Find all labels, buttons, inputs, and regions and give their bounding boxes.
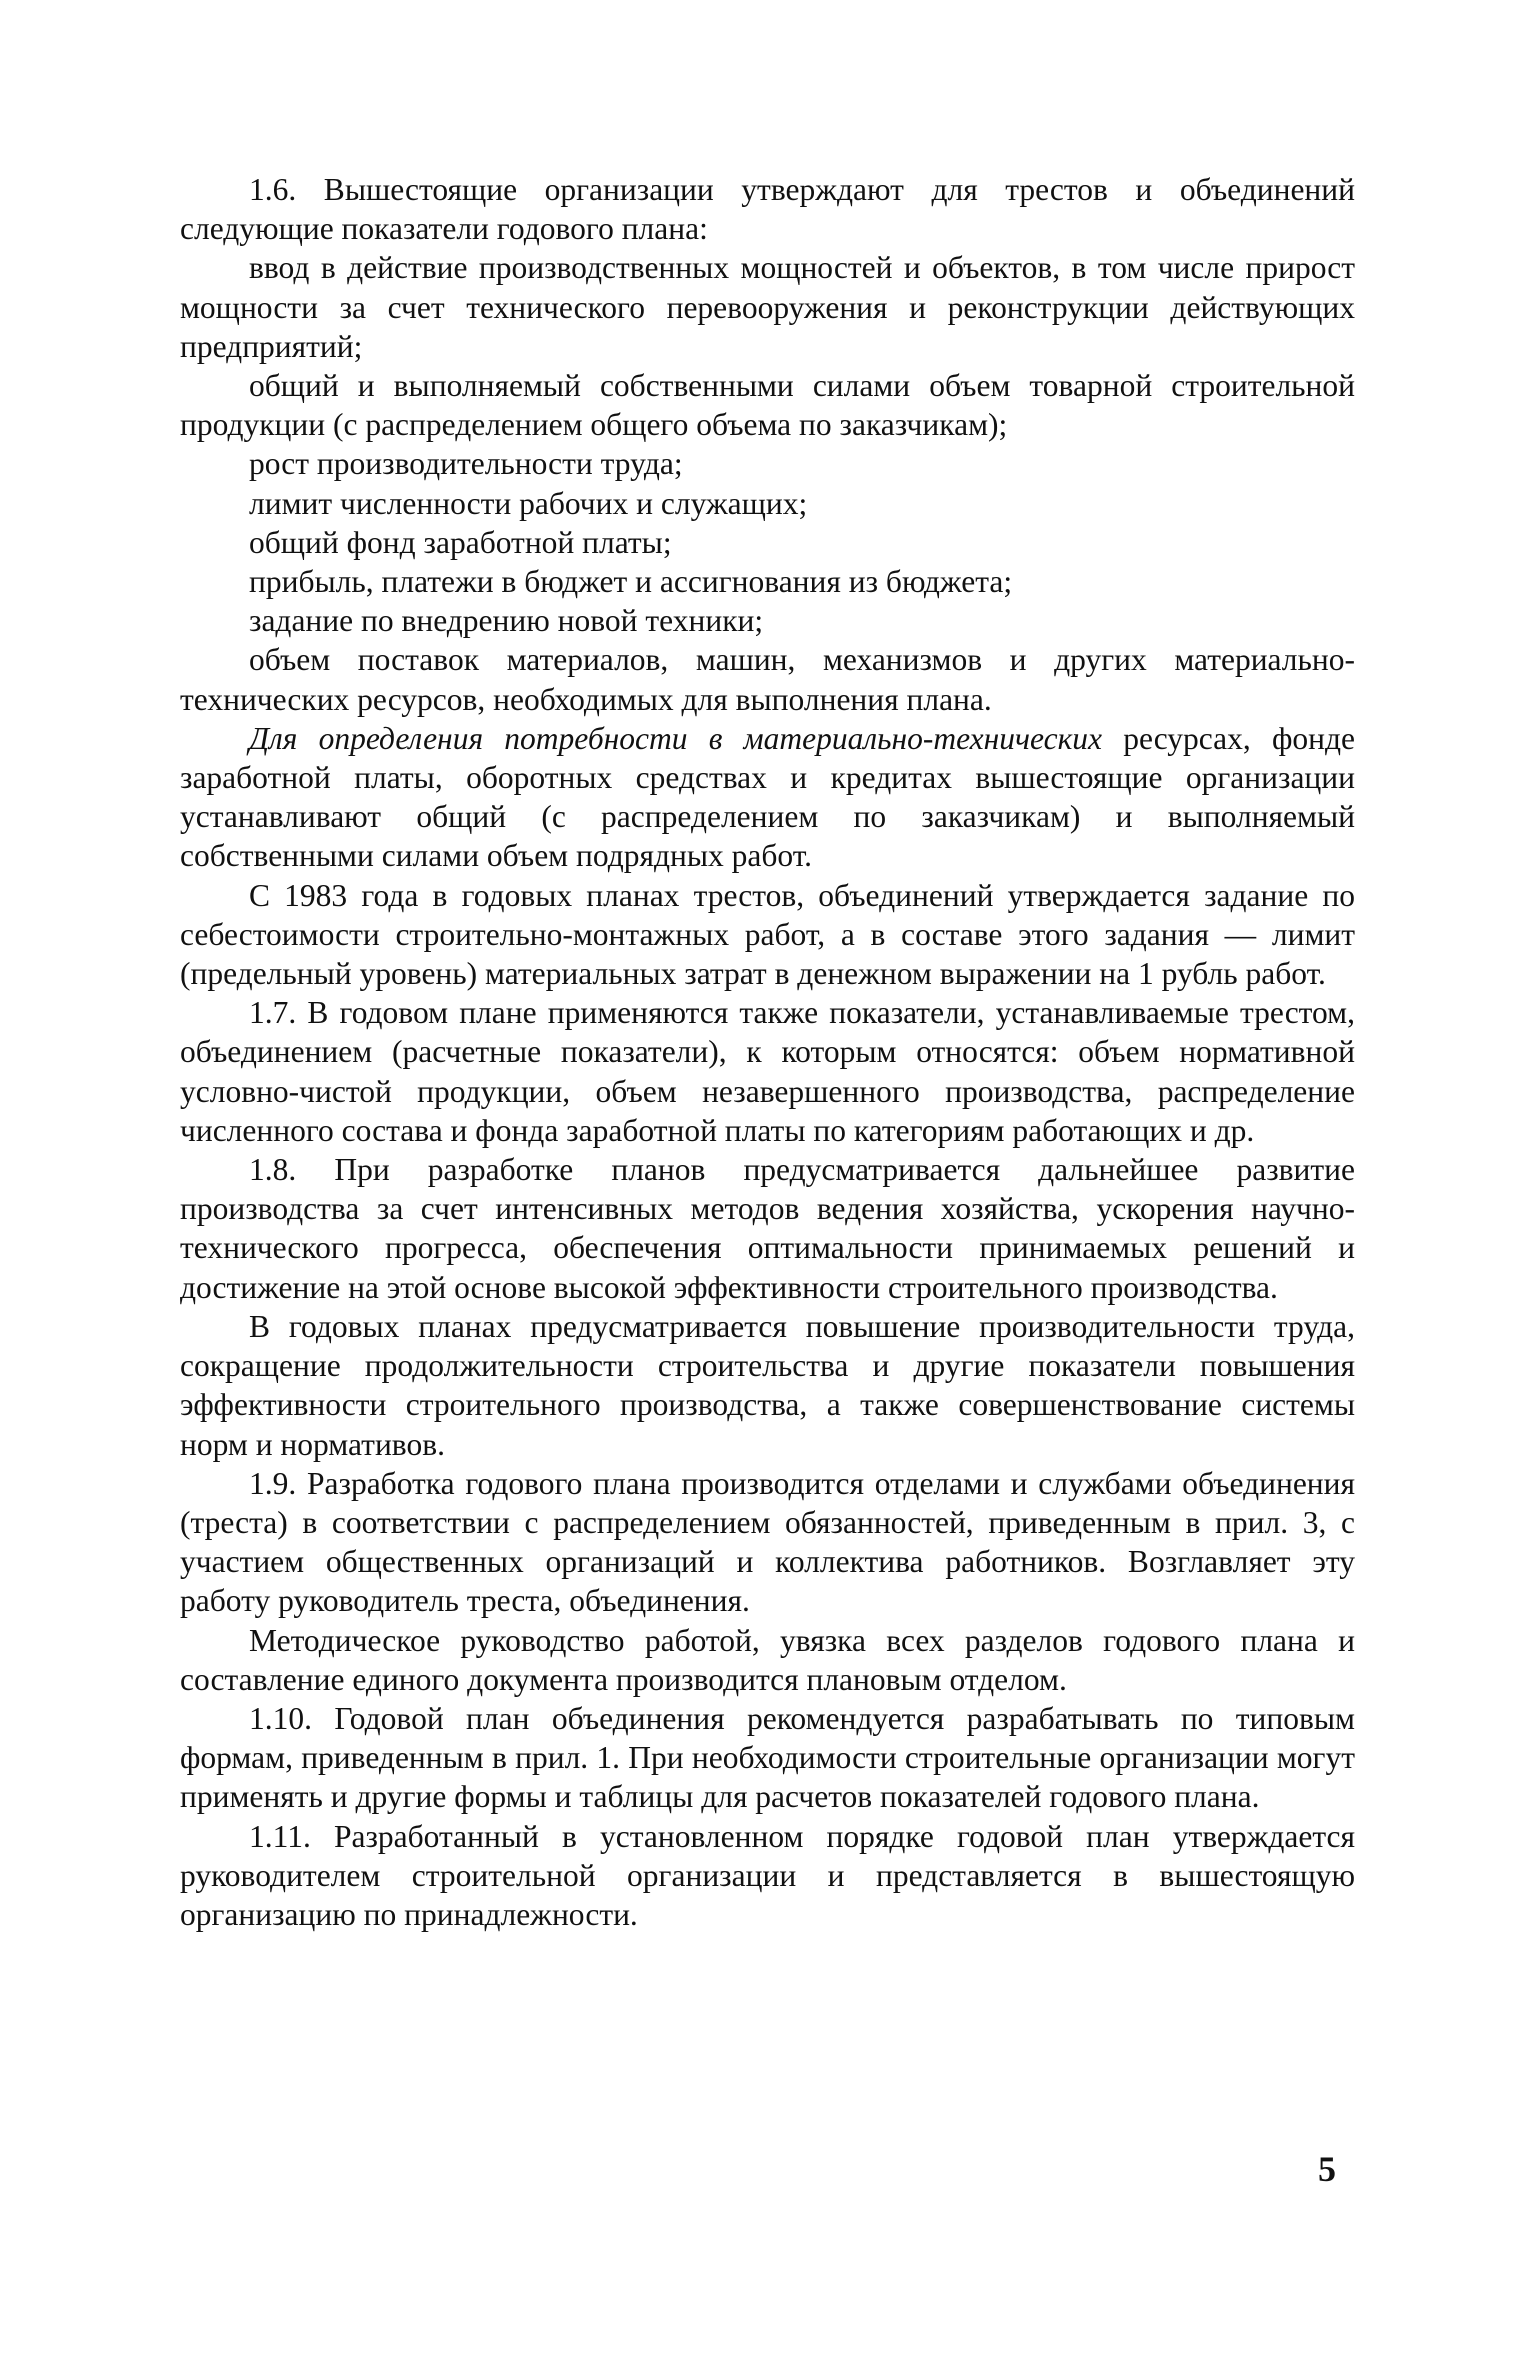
paragraph-1-8: 1.8. При разработке планов предусматривается дальнейшее развитие производства за счет интенсивных методов ведения хозяйства, ускорения научно-технического прогресса, обеспечения оптимальности принимаемых решений и достижение на этой основе высокой эффективности строительного производства. — [180, 1152, 1355, 1305]
paragraph-list-item: объем поставок материалов, машин, механизмов и других материально-технических ресурсов, необходимых для выполнения плана. — [180, 642, 1355, 717]
paragraph-list-item: рост производительности труда; — [249, 446, 683, 482]
paragraph-1983: С 1983 года в годовых планах трестов, объединений утверждается задание по себестоимости строительно-монтажных работ, а в составе этого задания — лимит (предельный уровень) материальных затрат в денежном выражении на 1 рубль работ. — [180, 877, 1355, 992]
paragraph-list-item: прибыль, платежи в бюджет и ассигнования из бюджета; — [249, 564, 1013, 600]
paragraph-1-11: 1.11. Разработанный в установленном порядке годовой план утверждается руководителем строительной организации и представляется в вышестоящую организацию по принадлежности. — [180, 1818, 1355, 1932]
paragraph-list-item: лимит численности рабочих и служащих; — [249, 485, 808, 521]
paragraph-1-10: 1.10. Годовой план объединения рекомендуется разрабатывать по типовым формам, приведенным в прил. 1. При необходимости строительные организации могут применять и другие формы и таблицы для расчетов показателей годового плана. — [180, 1700, 1355, 1815]
paragraph-rest: ресурсах, фонде заработной платы, оборотных средствах и кредитах вышестоящие организации устанавливают общий (с распределением по заказчикам) и выполняемый собственными силами объем подрядных работ. — [180, 720, 1355, 874]
page-number: 5 — [1318, 2149, 1336, 2189]
paragraph-list-item: общий и выполняемый собственными силами объем товарной строительной продукции (с распределением общего объема по заказчикам); — [180, 368, 1355, 443]
italic-lead: Для определения потребности в материально-технических — [249, 720, 1124, 756]
paragraph-list-item: задание по внедрению новой техники; — [249, 603, 764, 639]
paragraph-list-item: общий фонд заработной платы; — [249, 524, 672, 560]
paragraph-1-6: 1.6. Вышестоящие организации утверждают для трестов и объединений следующие показатели годового плана: — [180, 172, 1355, 247]
paragraph-methodology: Методическое руководство работой, увязка всех разделов годового плана и составление единого документа производится плановым отделом. — [180, 1622, 1355, 1697]
paragraph-productivity: В годовых планах предусматривается повышение производительности труда, сокращение продолжительности строительства и другие показатели повышения эффективности строительного производства, а также совершенствование системы норм и нормативов. — [180, 1308, 1355, 1462]
paragraph-1-7: 1.7. В годовом плане применяются также показатели, устанавливаемые трестом, объединением (расчетные показатели), к которым относятся: объем нормативной условно-чистой продукции, объем незавершенного производства, распределение численного состава и фонда заработной платы по категориям работающих и др. — [180, 995, 1355, 1148]
paragraph-list-item: ввод в действие производственных мощностей и объектов, в том числе прирост мощности за счет технического перевооружения и реконструкции действующих предприятий; — [180, 250, 1355, 364]
page-body — [180, 170, 1355, 1934]
paragraph-1-9: 1.9. Разработка годового плана производится отделами и службами объединения (треста) в соответствии с распределением обязанностей, приведенным в прил. 3, с участием общественных организаций и коллектива работников. Возглавляет эту работу руководитель треста, объединения. — [180, 1465, 1355, 1619]
paragraph-resources — [180, 719, 1355, 876]
